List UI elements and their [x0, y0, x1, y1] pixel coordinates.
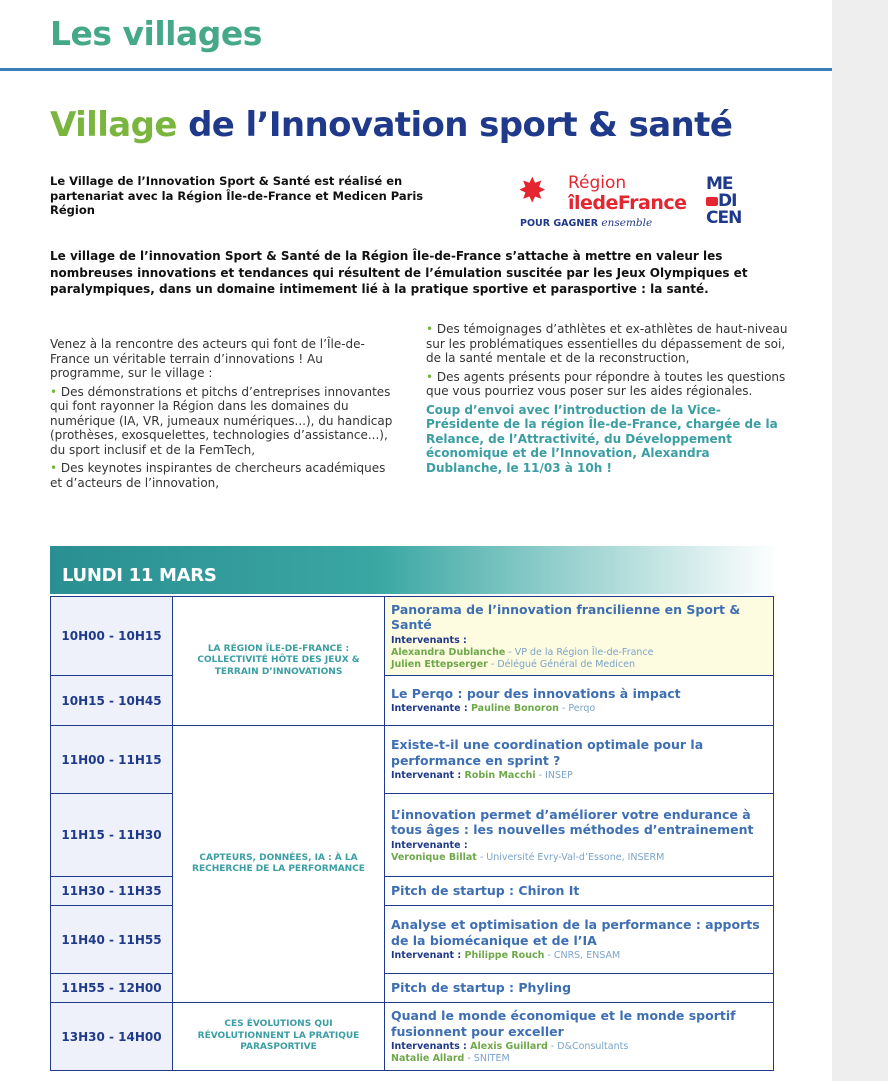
title-rest: de l’Innovation sport & santé [176, 105, 733, 145]
time-cell: 11H40 - 11H55 [51, 906, 173, 974]
bullet-dot-icon: • [426, 322, 437, 336]
time-cell: 11H15 - 11H30 [51, 794, 173, 877]
table-row [51, 906, 774, 974]
program-bullet: • Des agents présents pour répondre à toutes les questions que vous pourriez vous poser sur les aides régionales. [426, 369, 786, 398]
session-cell [385, 726, 774, 794]
bullet-dot-icon: • [426, 369, 437, 384]
day-title: LUNDI 11 MARS [62, 565, 217, 586]
bullet-dot-icon: • [50, 384, 61, 399]
left-intro: Venez à la rencontre des acteurs qui font de l’Île-de-France un véritable terrain d’innovations ! Au programme, sur le village : [50, 337, 365, 380]
bullet-dot-icon: • [50, 461, 61, 475]
session-cell [385, 676, 774, 726]
page-title [50, 105, 732, 145]
medicen-logo: ME DI CEN [706, 174, 742, 228]
session-title: Existe-t-il une coordination optimale pour la performance en sprint ? [391, 737, 704, 768]
speakers: Intervenants : Alexis Guillard - D&Consultants Natalie Allard - SNITEM [391, 1041, 629, 1064]
session-title: Panorama de l’innovation francilienne en Sport & Santé [391, 601, 741, 632]
star-icon: ✸ [518, 171, 547, 211]
table-row [51, 974, 774, 1003]
table-row [51, 676, 774, 726]
intro-paragraph: Le village de l’innovation Sport & Santé de la Région Île-de-France s’attache à mettre en valeur les nombreuses innovations et tendances qui résultent de l’émulation suscitée par les Jeux Olympiques et paralympiques, dans un domaine intimement lié à la pratique sportive et parasportive : la santé. [50, 249, 748, 296]
session-cell [385, 597, 774, 676]
logo-region-word: Région [568, 173, 627, 193]
partnership-text: Le Village de l’Innovation Sport & Santé est réalisé en partenariat avec la Région Île-de-France et Medicen Paris Région [50, 174, 424, 217]
time-cell: 10H15 - 10H45 [51, 676, 173, 726]
table-row [51, 877, 774, 906]
schedule-table [50, 596, 774, 1071]
time-cell: 11H00 - 11H15 [51, 726, 173, 794]
logo-tagline: POUR GAGNER ensemble [520, 217, 653, 229]
time-cell: 13H30 - 14H00 [51, 1003, 173, 1071]
logo-idf-word: îledeFrance [568, 192, 687, 214]
session-cell [385, 974, 774, 1003]
session-title: Analyse et optimisation de la performance : apports de la biomécanique et de l’IA [391, 917, 760, 948]
session-title: Quand le monde économique et le monde sportif fusionnent pour exceller [391, 1008, 736, 1039]
kickoff-text: Coup d’envoi avec l’introduction de la Vice-Présidente de la région Île-de-France, chargée de la Relance, de l’Attractivité, du Développement économique et de l’Innovation, Alexandra Dublanche, le 11/03 à 10h ! [426, 402, 778, 475]
session-cell [385, 906, 774, 974]
medicen-dot-icon [706, 197, 718, 206]
program-bullet: • Des démonstrations et pitchs d’entreprises innovantes qui font rayonner la Région dans les domaines du numérique (IA, VR, jumeaux numériques...), du handicap (prothèses, exosquelettes, technologies d’assistance...), du sport inclusif et de la FemTech, [50, 384, 393, 457]
time-cell: 10H00 - 10H15 [51, 597, 173, 676]
table-row [51, 597, 774, 676]
session-cell [385, 794, 774, 877]
header-divider [0, 68, 832, 71]
speakers: Intervenants : Alexandra Dublanche - VP de la Région Île-de-France Julien Ettepserger - Délégué Général de Medicen [391, 634, 654, 670]
title-accent: Village [50, 105, 177, 145]
speakers: Intervenant : Philippe Rouch - CNRS, ENSAM [391, 950, 621, 961]
session-cell [385, 877, 774, 906]
speakers: Intervenante : Pauline Bonoron - Perqo [391, 703, 596, 715]
speakers: Intervenante : Veronique Billat - Université Evry-Val-d’Essone, INSERM [391, 839, 665, 863]
session-title: L’innovation permet d’améliorer votre endurance à tous âges : les nouvelles méthodes d’entrainement [391, 806, 754, 837]
table-row [51, 1003, 774, 1071]
program-bullet: • Des keynotes inspirantes de chercheurs académiques et d’acteurs de l’innovation, [50, 461, 386, 490]
session-cell [385, 1003, 774, 1071]
session-title: Le Perqo : pour des innovations à impact [391, 685, 681, 701]
session-title: Pitch de startup : Phyling [391, 980, 572, 996]
theme-cell: CAPTEURS, DONNÉES, IA : À LA RECHERCHE DE LA PERFORMANCE [173, 726, 385, 1003]
session-title: Pitch de startup : Chiron It [391, 883, 580, 899]
time-cell: 11H30 - 11H35 [51, 877, 173, 906]
region-idf-logo [518, 172, 693, 232]
theme-cell: CES ÉVOLUTIONS QUI RÉVOLUTIONNENT LA PRATIQUE PARASPORTIVE [173, 1003, 385, 1071]
day-banner [50, 546, 778, 594]
program-bullet: • Des témoignages d’athlètes et ex-athlètes de haut-niveau sur les problématiques essentielles du dépassement de soi, de la santé mentale et de la reconstruction, [426, 322, 788, 365]
theme-cell: LA RÉGION ÎLE-DE-FRANCE : COLLECTIVITÉ HÔTE DES JEUX & TERRAIN D’INNOVATIONS [173, 597, 385, 726]
right-column [426, 322, 788, 479]
left-column [50, 337, 400, 494]
table-row [51, 726, 774, 794]
table-row [51, 794, 774, 877]
time-cell: 11H55 - 12H00 [51, 974, 173, 1003]
section-title: Les villages [50, 14, 262, 53]
speakers: Intervenant : Robin Macchi - INSEP [391, 770, 573, 781]
page-margin [832, 0, 888, 1081]
